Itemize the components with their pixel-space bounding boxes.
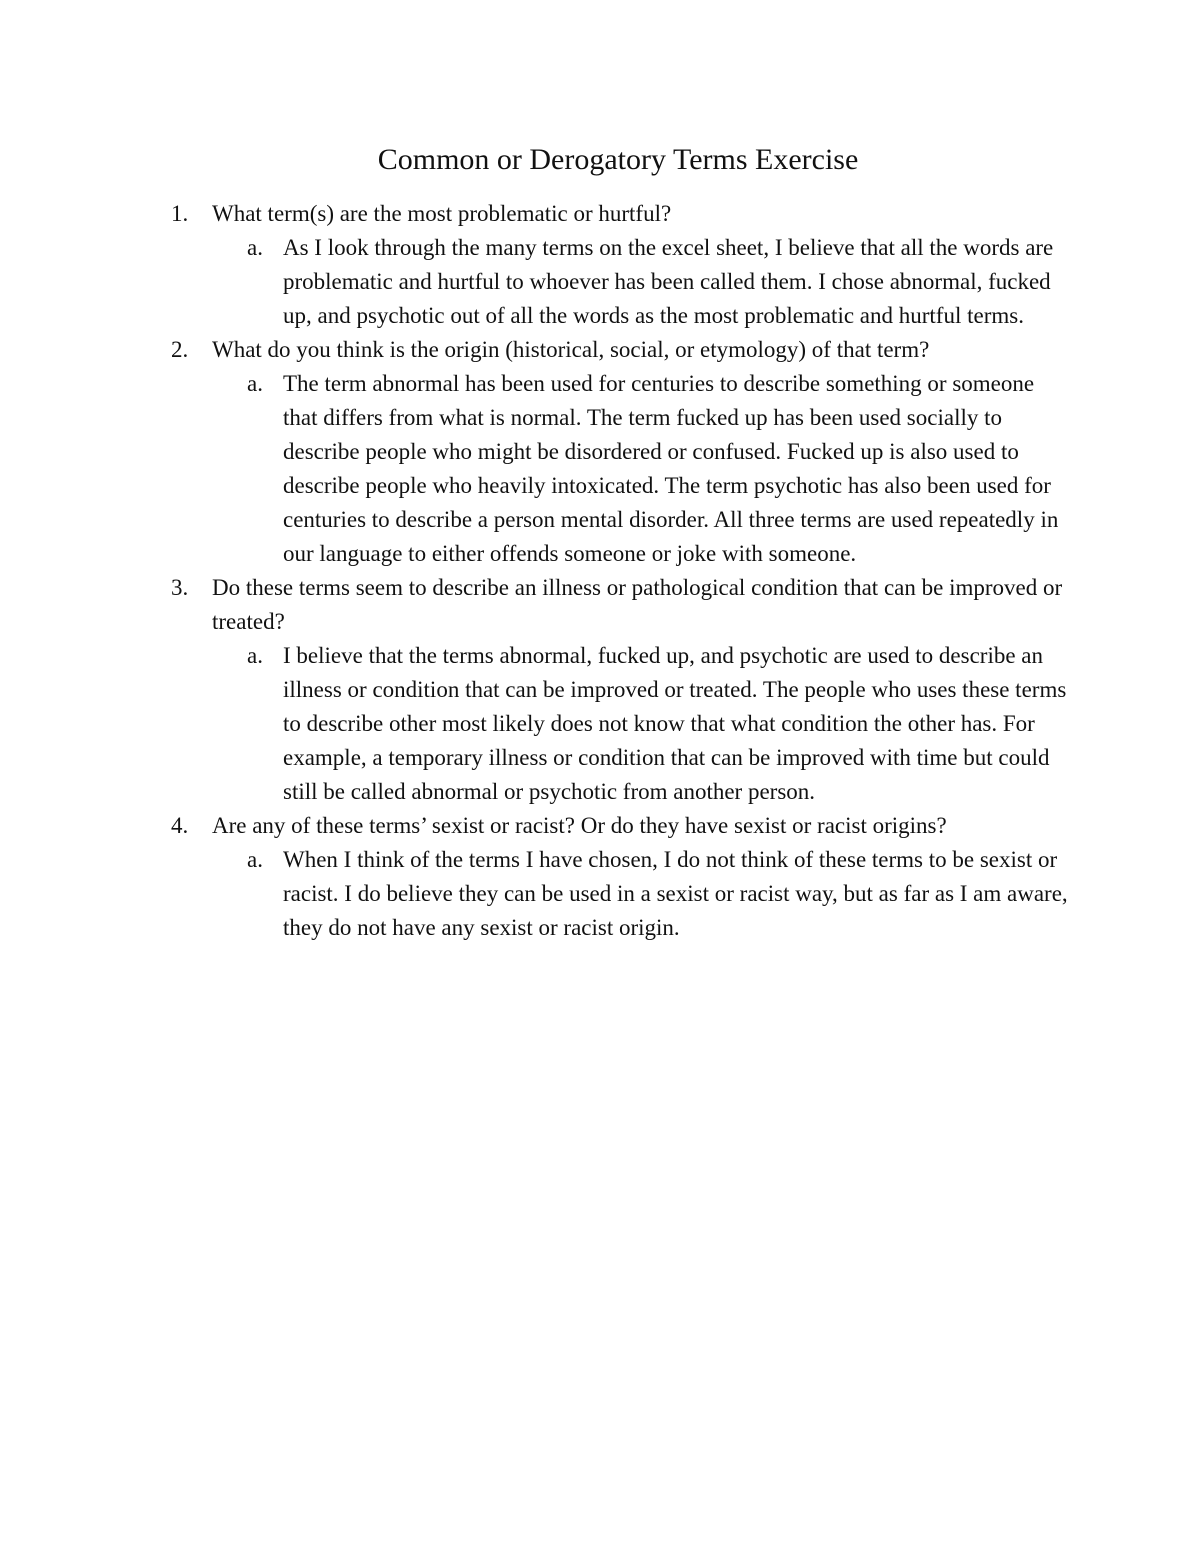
answer-item	[212, 367, 1071, 571]
answer-item	[212, 231, 1071, 333]
question-text: What term(s) are the most problematic or hurtful?	[212, 201, 672, 226]
question-number: 4.	[171, 813, 189, 838]
answer-letter: a.	[247, 235, 263, 260]
document-title: Common or Derogatory Terms Exercise	[377, 143, 859, 176]
answer-text: As I look through the many terms on the excel sheet, I believe that all the words are problematic and hurtful to whoever has been called them. I chose abnormal, fucked up, and psychotic out of all the words as the most problematic and hurtful terms.	[283, 235, 1054, 328]
question-item-4	[171, 809, 1071, 945]
answer-letter: a.	[247, 371, 263, 396]
question-number: 2.	[171, 337, 189, 362]
answer-item	[212, 843, 1071, 945]
answer-text: I believe that the terms abnormal, fucked up, and psychotic are used to describe an illness or condition that can be improved or treated. The people who uses these terms to describe other most likely does not know that what condition the other has. For example, a temporary illness or condition that can be improved with time but could still be called abnormal or psychotic from another person.	[283, 643, 1067, 804]
question-list	[171, 197, 1071, 945]
answer-letter: a.	[247, 847, 263, 872]
answer-text: The term abnormal has been used for centuries to describe something or someone that differs from what is normal. The term fucked up has been used socially to describe people who might be disordered or confused. Fucked up is also used to describe people who heavily intoxicated. The term psychotic has also been used for centuries to describe a person mental disorder. All three terms are used repeatedly in our language to either offends someone or joke with someone.	[283, 371, 1059, 566]
question-item-2	[171, 333, 1071, 571]
answer-text: When I think of the terms I have chosen, I do not think of these terms to be sexist or racist. I do believe they can be used in a sexist or racist way, but as far as I am aware, they do not have any sexist or racist origin.	[283, 847, 1068, 940]
question-item-3	[171, 571, 1071, 809]
question-number: 3.	[171, 575, 189, 600]
question-text: Do these terms seem to describe an illness or pathological condition that can be improved or treated?	[212, 575, 1063, 634]
answer-letter: a.	[247, 643, 263, 668]
question-text: Are any of these terms’ sexist or racist? Or do they have sexist or racist origins?	[212, 813, 947, 838]
question-item-1	[171, 197, 1071, 333]
question-text: What do you think is the origin (historical, social, or etymology) of that term?	[212, 337, 930, 362]
answer-item	[212, 639, 1071, 809]
question-number: 1.	[171, 201, 189, 226]
